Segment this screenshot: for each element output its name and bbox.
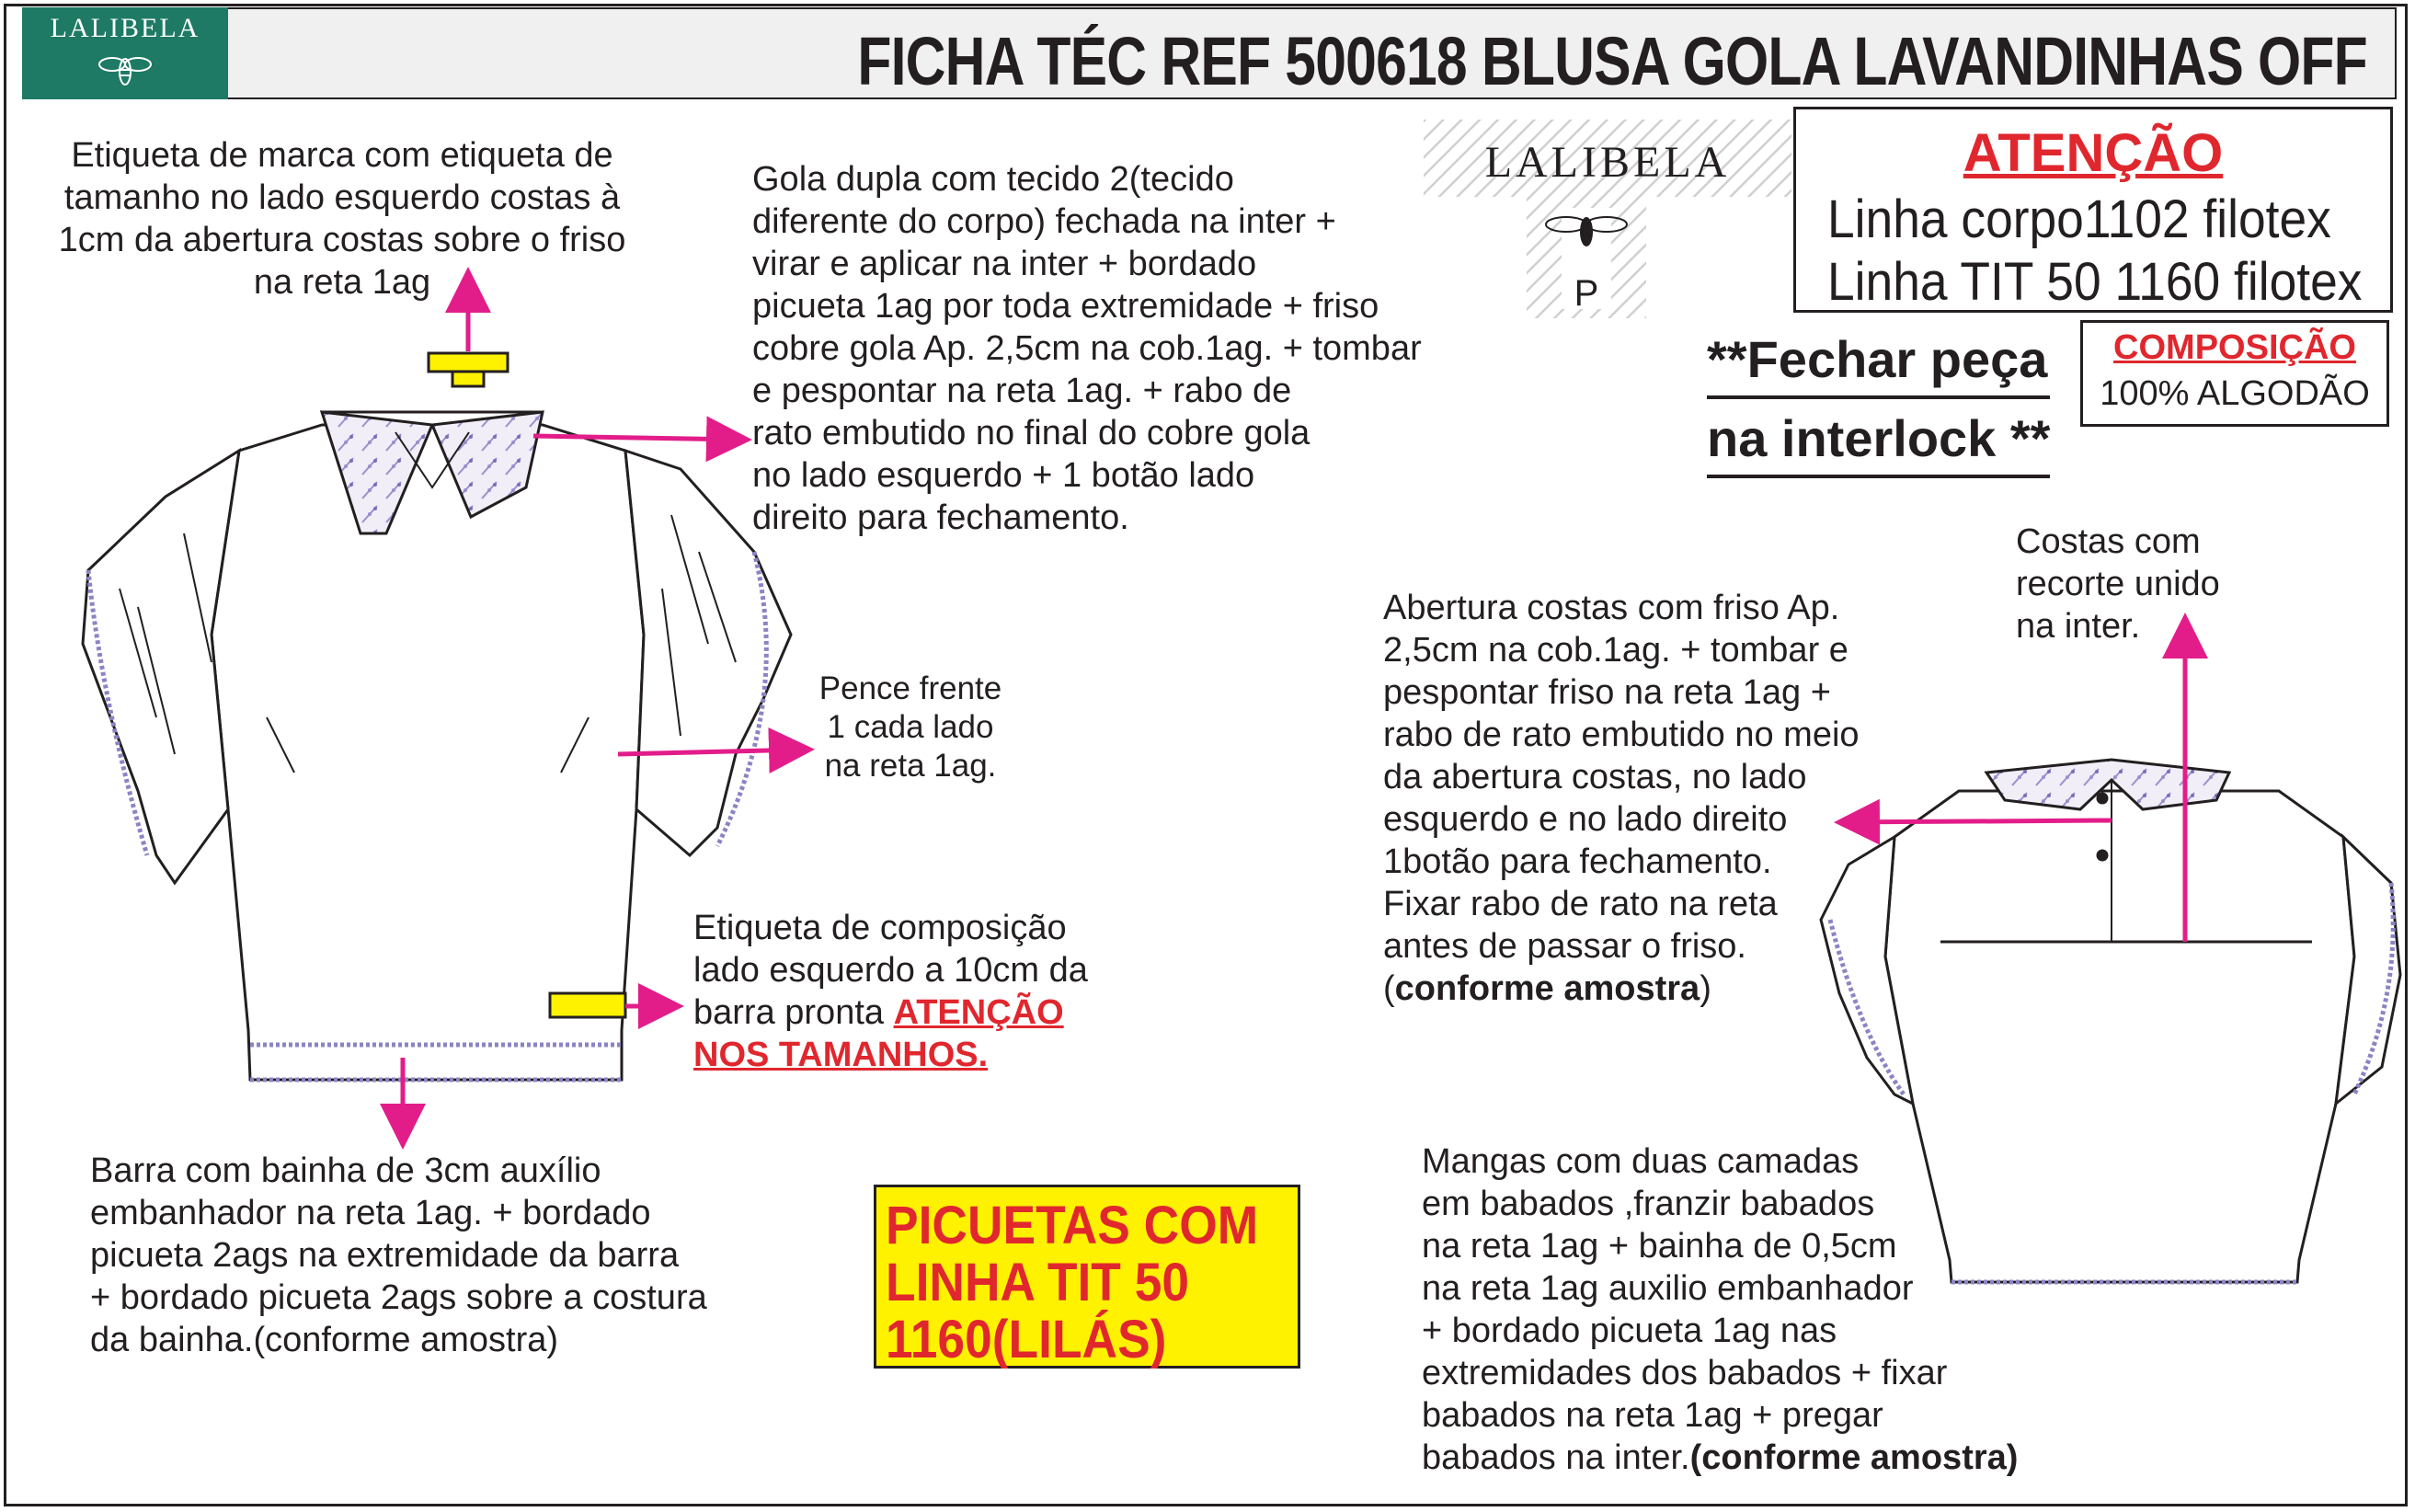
note-composition-label: Etiqueta de composição lado esquerdo a 10cm da barra pronta ATENÇÃO NOS TAMANHOS. <box>693 909 1088 1074</box>
brand-label-marker-stem <box>452 372 484 386</box>
note-collar: Gola dupla com tecido 2(tecido diferente do corpo) fechada na inter + virar e aplicar na inter + bordado picueta 1ag por toda extremidade + friso cobre gola Ap. 2,5cm na cob.1ag. + tombar e pespontar na reta 1ag. + rabo de rato embutido no final do cobre gola no lado esquerdo + 1 botão lado direito para fechamento. <box>752 160 1422 537</box>
front-view <box>83 412 791 1080</box>
note-dart: Pence frente 1 cada lado na reta 1ag. <box>818 670 1002 784</box>
picueta-line: LINHA TIT 50 <box>886 1253 1190 1312</box>
front-sleeve-left <box>83 451 239 883</box>
back-button <box>2098 851 2107 860</box>
note-back-seam: Costas com recorte unido na inter. <box>2016 522 2220 646</box>
front-body <box>212 425 644 1080</box>
brand-label-marker <box>429 353 508 372</box>
note-back-opening: Abertura costas com friso Ap. 2,5cm na cob.1ag. + tombar e pespontar friso na reta 1ag + rabo de rato embutido no meio da abertura costas, no lado esquerdo e no lado direito 1botão para fechamento. Fixar rabo de rato na reta antes de passar o friso. (conforme amostra) <box>1383 589 1860 1008</box>
picueta-warning-box <box>874 1185 1300 1369</box>
close-note-line: **Fechar peça <box>1707 327 2050 399</box>
attention-line: Linha TIT 50 1160 filotex <box>1827 252 2363 312</box>
picueta-line: PICUETAS COM <box>886 1196 1259 1255</box>
brand-name: LALIBELA <box>50 13 200 43</box>
back-button <box>2098 794 2107 803</box>
composition-label-marker <box>550 993 625 1017</box>
note-sleeves: Mangas com duas camadas em babados ,franzir babados na reta 1ag + bainha de 0,5cm na reta 1ag auxilio embanhador + bordado picueta 1ag nas extremidades dos babados + fixar babados na reta 1ag + pregar babados na inter.(conforme amostra) <box>1422 1142 2019 1477</box>
brand-tag-name: LALIBELA <box>1484 138 1731 187</box>
attention-title: ATENÇÃO <box>1963 123 2224 183</box>
composition-value: 100% ALGODÃO <box>2100 374 2370 413</box>
composition-title: COMPOSIÇÃO <box>2113 328 2356 367</box>
close-note-line: na interlock ** <box>1707 407 2050 478</box>
note-hem: Barra com bainha de 3cm auxílio embanhador na reta 1ag. + bordado picueta 2ags na extremidade da barra + bordado picueta 2ags sobre a costura da bainha.(conforme amostra) <box>90 1151 707 1359</box>
brand-tag-size: P <box>1574 273 1599 314</box>
picueta-line: 1160(LILÁS) <box>886 1310 1167 1369</box>
attention-line: Linha corpo1102 filotex <box>1827 189 2331 249</box>
note-brand-label: Etiqueta de marca com etiqueta de tamanho no lado esquerdo costas à 1cm da abertura costas sobre o friso na reta 1ag <box>58 136 626 302</box>
page-title: FICHA TÉC REF 500618 BLUSA GOLA LAVANDINHAS OFF <box>857 23 2367 99</box>
arrow-back-opening <box>1843 820 2112 822</box>
